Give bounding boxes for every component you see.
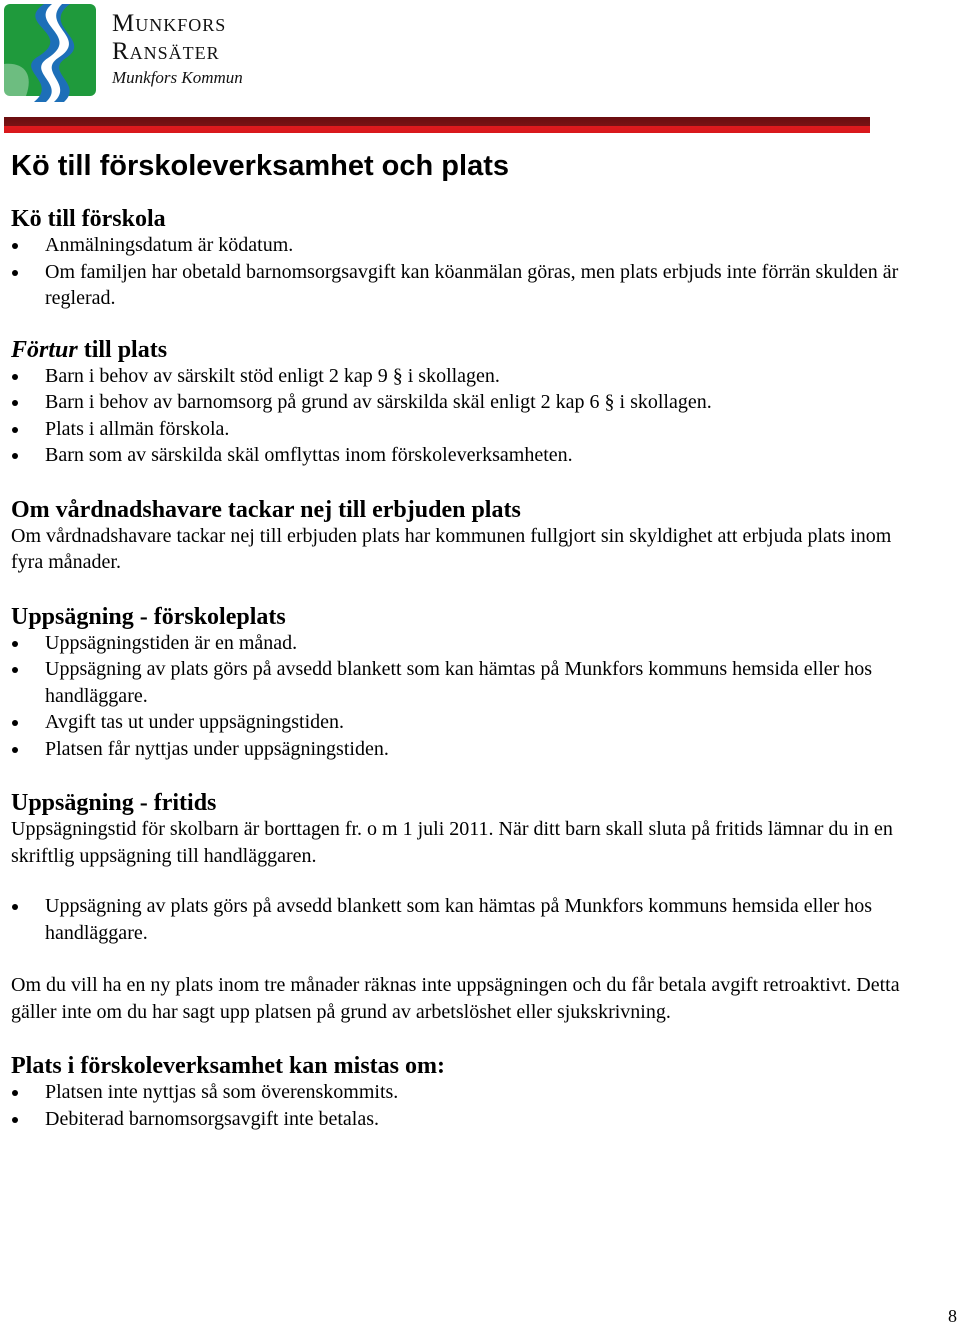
- list-item: Uppsägningstiden är en månad.: [11, 630, 911, 657]
- list-item: Platsen får nyttjas under uppsägningstiden.: [11, 736, 911, 763]
- bullet-list: [11, 630, 911, 763]
- list-item: Plats i allmän förskola.: [11, 416, 911, 443]
- bullet-list: [11, 363, 911, 469]
- document-body: [11, 148, 911, 1132]
- page-number: 8: [948, 1306, 957, 1326]
- paragraph: Uppsägningstid för skolbarn är borttagen fr. o m 1 juli 2011. När ditt barn skall sluta på fritids lämnar du in en skriftlig uppsägning till handläggaren.: [11, 818, 893, 867]
- list-item: Anmälningsdatum är ködatum.: [11, 232, 911, 259]
- section-ko-forskola: [11, 206, 911, 312]
- list-item: Platsen inte nyttjas så som överenskommits.: [11, 1079, 911, 1106]
- heading-emphasis: Förtur: [11, 336, 78, 363]
- munkfors-logo-icon: [4, 4, 100, 102]
- list-item: Avgift tas ut under uppsägningstiden.: [11, 709, 911, 736]
- paragraph: Om vårdnadshavare tackar nej till erbjuden plats har kommunen fullgjort sin skyldighet att erbjuda plats inom fyra månader.: [11, 524, 892, 573]
- section-tackar-nej: [11, 497, 911, 576]
- section-uppsagning-forskoleplats: [11, 604, 911, 763]
- logo-wordmark: [112, 10, 243, 88]
- bullet-list: [11, 232, 911, 312]
- header-divider-bar: [4, 117, 870, 133]
- heading-rest: till plats: [77, 336, 168, 363]
- paragraph: Om du vill ha en ny plats inom tre månader räknas inte uppsägningen och du får betala avgift retroaktivt. Detta gäller inte om du har sagt upp platsen på grund av arbetslöshet eller sjukskrivning.: [11, 974, 900, 1023]
- section-heading: Uppsägning - fritids: [11, 790, 217, 816]
- list-item: Uppsägning av plats görs på avsedd blankett som kan hämtas på Munkfors kommuns hemsida eller hos handläggare.: [11, 656, 911, 709]
- section-heading: Kö till förskola: [11, 206, 166, 232]
- section-heading: Uppsägning - förskoleplats: [11, 603, 286, 630]
- page-title: Kö till förskoleverksamhet och plats: [11, 150, 509, 182]
- bullet-list: [11, 1079, 911, 1132]
- section-heading: Plats i förskoleverksamhet kan mistas om:: [11, 1053, 445, 1079]
- list-item: Debiterad barnomsorgsavgift inte betalas.: [11, 1106, 911, 1133]
- logo-line-3: Munkfors Kommun: [112, 68, 243, 87]
- list-item: Om familjen har obetald barnomsorgsavgift kan köanmälan göras, men plats erbjuds inte förrän skulden är reglerad.: [11, 259, 911, 312]
- list-item: Barn i behov av särskilt stöd enligt 2 kap 9 § i skollagen.: [11, 363, 911, 390]
- logo-line-1: Munkfors: [112, 10, 227, 37]
- list-item: Barn som av särskilda skäl omflyttas inom förskoleverksamheten.: [11, 442, 911, 469]
- section-uppsagning-fritids: [11, 790, 911, 1025]
- section-fortur: [11, 337, 911, 469]
- logo-line-2: Ransäter: [112, 38, 220, 65]
- list-item: Barn i behov av barnomsorg på grund av särskilda skäl enligt 2 kap 6 § i skollagen.: [11, 389, 911, 416]
- section-heading: [11, 337, 911, 363]
- list-item: Uppsägning av plats görs på avsedd blankett som kan hämtas på Munkfors kommuns hemsida eller hos handläggare.: [11, 893, 911, 946]
- section-mistas: [11, 1053, 911, 1132]
- section-heading: Om vårdnadshavare tackar nej till erbjuden plats: [11, 496, 521, 523]
- bullet-list: [11, 893, 911, 946]
